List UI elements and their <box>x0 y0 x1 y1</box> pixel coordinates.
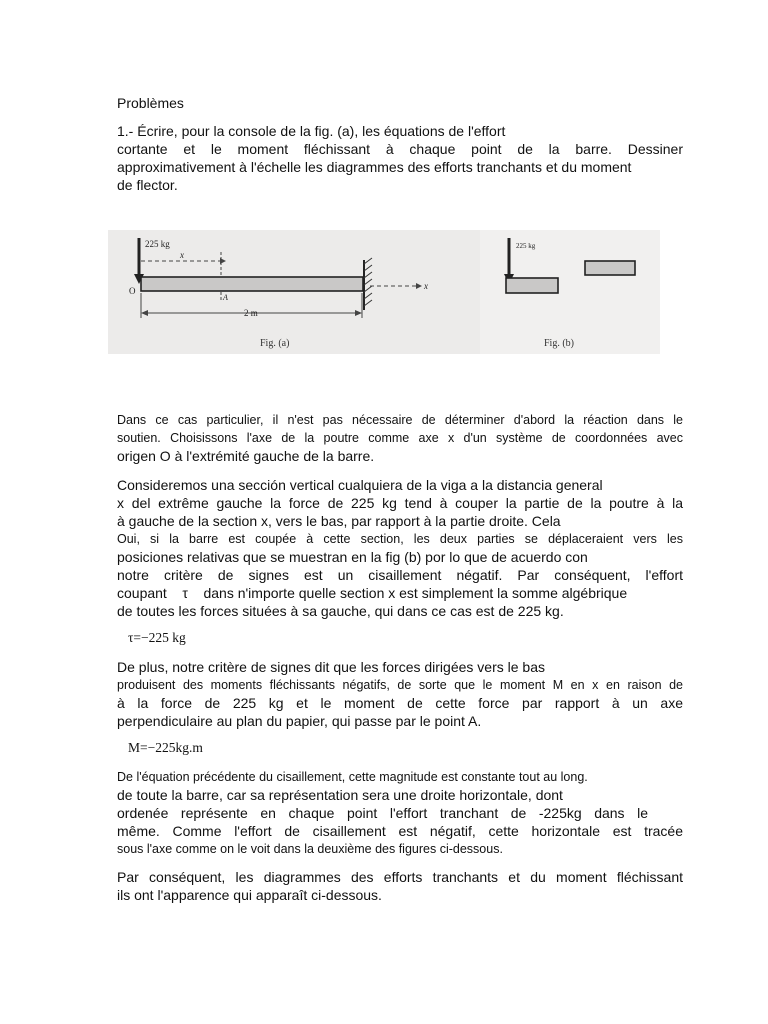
para5-line-5: sous l'axe comme on le voit dans la deuxième des figures ci-dessous. <box>117 842 503 856</box>
x-axis-arrow <box>416 283 422 289</box>
para2-line-1: Dans ce cas particulier, il n'est pas nécessaire de déterminer d'abord la réaction dans le <box>117 413 683 427</box>
figure-b-drawing <box>480 230 660 354</box>
para4-line-4: perpendiculaire au plan du papier, qui passe par le point A. <box>117 713 482 729</box>
point-a-label: A <box>223 293 228 302</box>
para3-line-6: notre critère de signes est un cisaillement négatif. Par conséquent, l'effort <box>117 567 683 583</box>
section-title: Problèmes <box>117 95 184 111</box>
axis-label: x <box>424 281 428 291</box>
figure-b <box>480 230 660 354</box>
figure-a-caption: Fig. (a) <box>260 338 290 349</box>
para1-line-4: de flector. <box>117 177 178 193</box>
para3-line-2: x del extrême gauche la force de 225 kg tend à couper la partie de la poutre à la <box>117 495 683 511</box>
para3-line-4: Oui, si la barre est coupée à cette section, les deux parties se déplaceraient vers les <box>117 532 683 546</box>
para5-line-3: ordenée représente en chaque point l'effort tranchant de -225kg dans le <box>117 805 648 821</box>
para3-line-5: posiciones relativas que se muestran en la fig (b) por lo que de acuerdo con <box>117 549 588 565</box>
para6-line-1: Par conséquent, les diagrammes des efforts tranchants et du moment fléchissant <box>117 869 683 885</box>
para2-line-2: soutien. Choisissons l'axe de la poutre comme axe x d'un système de coordonnées avec <box>117 431 683 445</box>
para4-line-3: à la force de 225 kg et le moment de cette force par rapport à un axe <box>117 695 683 711</box>
length-label: 2 m <box>244 308 258 318</box>
para2-line-3: origen O à l'extrémité gauche de la barre. <box>117 448 375 464</box>
moment-equation: M=−225kg.m <box>128 740 203 755</box>
length-arrow-left <box>141 310 148 316</box>
figure-a <box>108 230 480 354</box>
shear-equation: τ=−225 kg <box>128 630 186 645</box>
para1-line-3: approximativement à l'échelle les diagrammes des efforts tranchants et du moment <box>117 159 632 175</box>
para3-line-8: de toutes les forces situées à sa gauche, qui dans ce cas est de 225 kg. <box>117 603 564 619</box>
left-segment <box>506 278 558 293</box>
para3-line-1: Consideremos una sección vertical cualquiera de la viga a la distancia general <box>117 477 603 493</box>
figure-a-drawing <box>108 230 480 354</box>
para5-line-4: même. Comme l'effort de cisaillement est négatif, cette horizontale est tracée <box>117 823 683 839</box>
load-label: 225 kg <box>516 242 536 250</box>
length-arrow-right <box>355 310 362 316</box>
para4-line-2: produisent des moments fléchissants négatifs, de sorte que le moment M en x en raison de <box>117 678 683 692</box>
para4-line-1: De plus, notre critère de signes dit que les forces dirigées vers le bas <box>117 659 545 675</box>
para3-line-7: coupant τ dans n'importe quelle section x est simplement la somme algébrique <box>117 585 628 601</box>
para6-line-2: ils ont l'apparence qui apparaît ci-dessous. <box>117 887 382 903</box>
figure-b-caption: Fig. (b) <box>544 338 574 349</box>
right-segment <box>585 261 635 275</box>
para5-line-1: De l'équation précédente du cisaillement, cette magnitude est constante tout au long. <box>117 770 588 784</box>
origin-label: O <box>129 286 136 296</box>
x-label: x <box>180 250 184 260</box>
para3-line-3: à gauche de la section x, vers le bas, par rapport à la partie droite. Cela <box>117 513 561 529</box>
wall-hatching <box>364 258 372 306</box>
para5-line-2: de toute la barre, car sa représentation sera une droite horizontale, dont <box>117 787 563 803</box>
para1-line-2: cortante et le moment fléchissant à chaque point de la barre. Dessiner <box>117 141 683 157</box>
load-label: 225 kg <box>145 239 170 249</box>
beam <box>141 277 363 291</box>
para1-line-1: 1.- Écrire, pour la console de la fig. (a), les équations de l'effort <box>117 123 506 139</box>
